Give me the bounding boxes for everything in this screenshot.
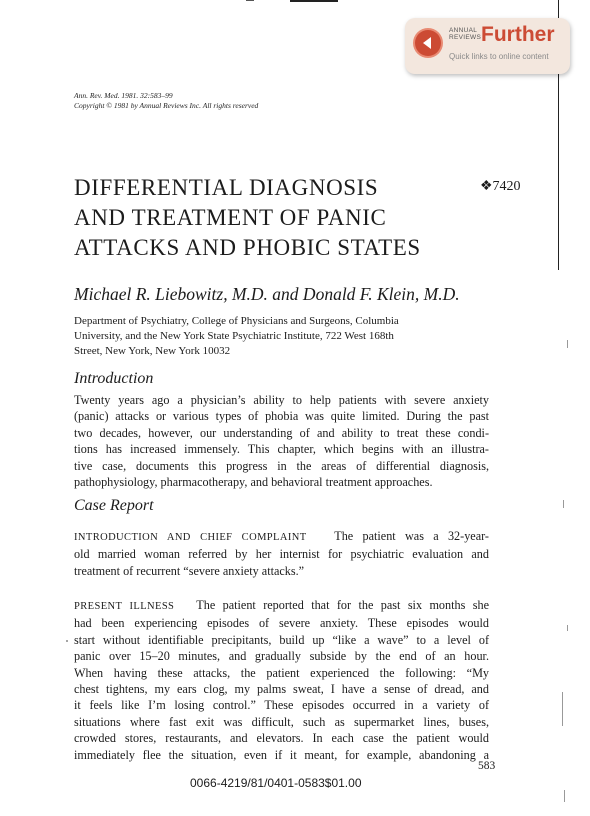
- subsection-label: PRESENT ILLNESS: [74, 601, 175, 612]
- affiliation-line: University, and the New York State Psychiatric Institute, 722 West 168th: [74, 330, 394, 342]
- paragraph-line: two decades, however, our understanding of and ability to treat these condi-: [74, 425, 489, 440]
- chief-complaint-paragraph: [74, 528, 489, 579]
- scan-speck: [563, 500, 564, 508]
- paragraph-line: old married woman referred by her internist for psychiatric evaluation and: [74, 547, 489, 562]
- citation-line: Ann. Rev. Med. 1981. 32:583–99: [74, 91, 173, 100]
- paragraph-line: start without identifiable precipitants, build up “like a wave” to a level of: [74, 632, 489, 647]
- scan-speck: [567, 625, 568, 631]
- affiliation-line: Department of Psychiatry, College of Physicians and Surgeons, Columbia: [74, 315, 399, 327]
- paragraph-line: had been experiencing episodes of severe anxiety. These episodes would: [74, 616, 489, 631]
- paragraph-line: Twenty years ago a physician’s ability to help patients with severe anxiety: [74, 393, 489, 407]
- paragraph-line: (panic) attacks or various types of phobia was quite limited. During the past: [74, 409, 489, 424]
- scan-speck: [66, 640, 68, 642]
- further-badge-subtitle: Quick links to online content: [449, 52, 549, 61]
- introduction-paragraph: [74, 392, 489, 490]
- paragraph-line: When having these attacks, the patient experienced the following: “My: [74, 665, 489, 680]
- title-line: ATTACKS AND PHOBIC STATES: [74, 235, 421, 260]
- paragraph-line: pathophysiology, pharmacotherapy, and behavioral treatment approaches.: [74, 475, 433, 490]
- scan-mark: [290, 0, 338, 2]
- title-line: AND TREATMENT OF PANIC: [74, 205, 387, 230]
- paragraph-line: it feels like I’m losing control.” These episodes occurred in a variety of: [74, 698, 489, 713]
- page-number: 583: [478, 760, 496, 772]
- subsection-label: INTRODUCTION AND CHIEF COMPLAINT: [74, 532, 307, 543]
- paragraph-line: panic over 15–20 minutes, and gradually subside by the end of an hour.: [74, 649, 489, 664]
- scan-speck: [567, 340, 568, 348]
- scan-mark: [246, 0, 254, 1]
- paragraph-text: The patient was a 32-year-: [334, 529, 489, 543]
- title-line: DIFFERENTIAL DIAGNOSIS: [74, 175, 379, 200]
- paragraph-text: The patient reported that for the past six months she: [196, 598, 489, 612]
- copyright-line: Copyright © 1981 by Annual Reviews Inc. All rights reserved: [74, 101, 259, 110]
- paragraph-line: tive case, documents this progress in the areas of differential diagnosis,: [74, 458, 489, 473]
- further-badge-annual: ANNUAL REVIEWS: [449, 27, 482, 41]
- section-heading-case-report: Case Report: [74, 497, 154, 514]
- paragraph-line: [74, 597, 489, 615]
- section-heading-introduction: Introduction: [74, 370, 154, 387]
- scan-speck: [564, 790, 565, 802]
- article-authors: Michael R. Liebowitz, M.D. and Donald F. Klein, M.D.: [74, 284, 460, 304]
- paragraph-line: crowded stores, restaurants, and elevators. In each case the patient would: [74, 731, 489, 746]
- paragraph-line: situations where fast exit was difficult, such as supermarket lines, buses,: [74, 714, 489, 729]
- paragraph-line: chest tightens, my ears clog, my palms sweat, I have a sense of dread, and: [74, 682, 489, 697]
- further-badge-title: Further: [481, 23, 555, 46]
- price-code: 0066-4219/81/0401-0583$01.00: [190, 776, 362, 790]
- scan-speck: [562, 692, 563, 726]
- paragraph-line: tions has increased immensely. This chapter, which begins with an illustra-: [74, 442, 489, 457]
- present-illness-paragraph: [74, 597, 489, 763]
- author-affiliation: [74, 314, 494, 359]
- paragraph-line: immediately flee the situation, even if it meant, for example, abandoning a: [74, 747, 489, 762]
- article-title: [74, 173, 454, 263]
- paragraph-line: [74, 528, 489, 546]
- paragraph-line: treatment of recurrent “severe anxiety attacks.”: [74, 563, 305, 578]
- further-arrow-icon: [415, 30, 441, 56]
- affiliation-line: Street, New York, New York 10032: [74, 345, 231, 357]
- further-badge[interactable]: [405, 18, 570, 74]
- journal-citation: [74, 91, 258, 111]
- article-code: ❖7420: [480, 179, 521, 194]
